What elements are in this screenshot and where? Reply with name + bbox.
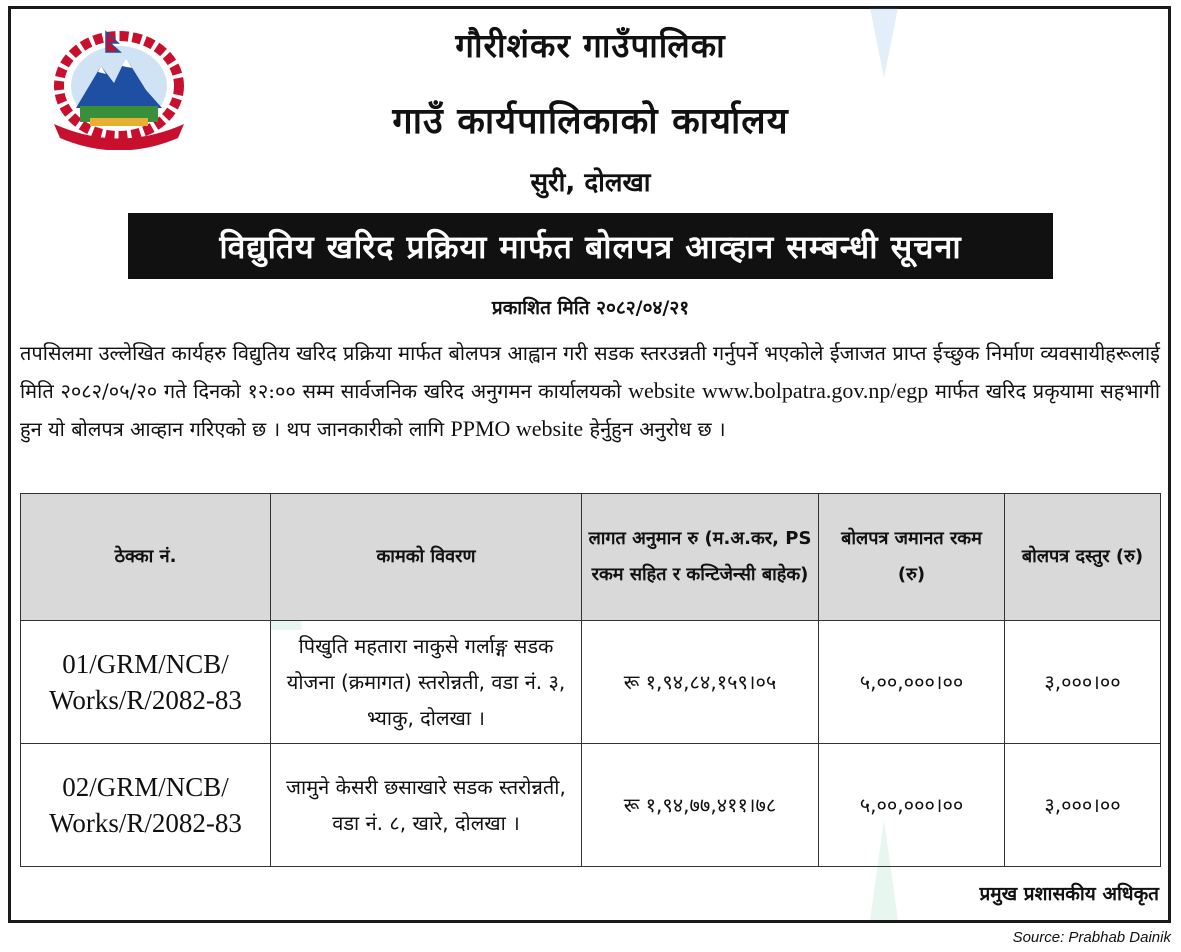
municipality-name: गौरीशंकर गाउँपालिका — [455, 26, 726, 65]
table-header-row — [21, 494, 1161, 621]
tender-table — [20, 493, 1161, 867]
body-website-word: website — [628, 378, 696, 403]
header-bid-security: बोलपत्र जमानत रकम (रु) — [819, 494, 1005, 621]
bid-fee: ३,०००।०० — [1005, 621, 1161, 744]
bid-security: ५,००,०००।०० — [819, 621, 1005, 744]
bolpatra-url-link[interactable]: www.bolpatra.gov.np/egp — [702, 378, 929, 403]
notice-title: विद्युतिय खरिद प्रक्रिया मार्फत बोलपत्र आव्हान सम्बन्धी सूचना — [219, 227, 962, 266]
office-name: गाउँ कार्यपालिकाको कार्यालय — [392, 101, 789, 142]
header-cost-estimate: लागत अनुमान रु (म.अ.कर, PS रकम सहित र कन्टिजेन्सी बाहेक) — [582, 494, 819, 621]
ppmo-website-link[interactable]: PPMO website — [450, 416, 584, 441]
contract-no: 02/GRM/NCB/ Works/R/2082-83 — [21, 744, 271, 867]
bid-fee: ३,०००।०० — [1005, 744, 1161, 867]
bid-security: ५,००,०००।०० — [819, 744, 1005, 867]
office-location: सुरी, दोलखा — [530, 168, 651, 198]
cost-estimate: रू १,९४,७७,४११।७८ — [582, 744, 819, 867]
signatory-title: प्रमुख प्रशासकीय अधिकृत — [979, 883, 1159, 905]
body-text-2: मार्फत खरिद प्रकृयामा सहभागी हुन यो बोलपत्र आव्हान गरिएको छ । थप जानकारीको लागि — [20, 379, 1161, 441]
notice-body — [20, 334, 1160, 448]
work-description: जामुने केसरी छसाखारे सडक स्तरोन्नती, वडा नं. ८, खारे, दोलखा । — [271, 744, 582, 867]
cost-estimate: रू १,९४,८४,१५९।०५ — [582, 621, 819, 744]
table-row — [21, 621, 1161, 744]
contract-no: 01/GRM/NCB/ Works/R/2082-83 — [21, 621, 271, 744]
body-text-1: तपसिलमा उल्लेखित कार्यहरु विद्युतिय खरिद प्रक्रिया मार्फत बोलपत्र आह्वान गरी सडक स्तरउन्नती गर्नुपर्ने भएकोले ईजाजत प्राप्त ईच्छुक निर्माण व्यवसायीहरूलाई मिति २०८२/०५/२० गते दिनको १२:०० सम्म सार्वजनिक खरिद अनुगमन कार्यालयको — [20, 341, 1160, 403]
header-description: कामको विवरण — [271, 494, 582, 621]
source-credit: Source: Prabhab Dainik — [1012, 929, 1171, 946]
notice-title-banner — [128, 213, 1053, 279]
table-row — [21, 744, 1161, 867]
header-contract-no: ठेक्का नं. — [21, 494, 271, 621]
body-text-3: हेर्नुहुन अनुरोध छ । — [589, 417, 726, 441]
work-description: पिखुति महतारा नाकुसे गर्लाङ्ग सडक योजना (क्रमागत) स्तरोन्नती, वडा नं. ३, भ्याकु, दोलखा । — [271, 621, 582, 744]
published-date: प्रकाशित मिति २०८२/०४/२१ — [491, 297, 690, 319]
header-bid-fee: बोलपत्र दस्तुर (रु) — [1005, 494, 1161, 621]
